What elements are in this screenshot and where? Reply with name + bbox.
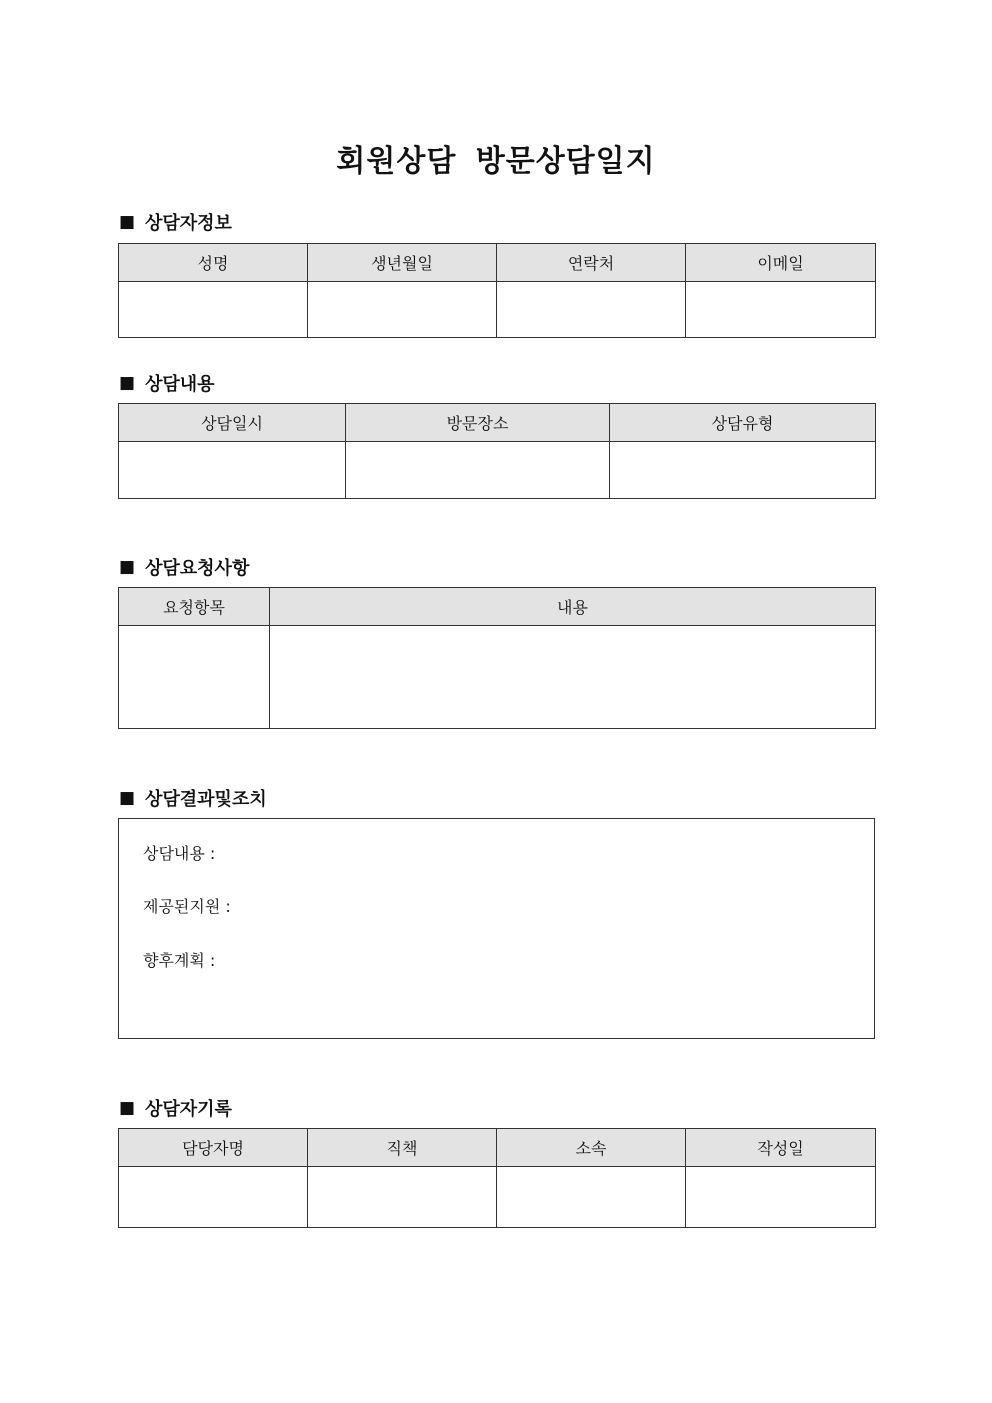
header-birthdate: 생년월일 xyxy=(308,244,497,282)
header-request-item: 요청항목 xyxy=(119,588,270,626)
header-contact: 연락처 xyxy=(497,244,686,282)
result-box[interactable] xyxy=(118,818,875,1039)
datetime-field[interactable] xyxy=(119,442,346,499)
manager-field[interactable] xyxy=(119,1167,308,1228)
page-title: 회원상담 방문상담일지 xyxy=(336,144,656,179)
header-place: 방문장소 xyxy=(346,404,610,442)
square-bullet-icon: ■ xyxy=(119,1098,136,1118)
header-datetime: 상담일시 xyxy=(119,404,346,442)
request-table xyxy=(118,587,876,729)
section-heading-info xyxy=(119,210,232,234)
header-manager: 담당자명 xyxy=(119,1129,308,1167)
result-support-label: 제공된지원 : xyxy=(143,897,231,916)
request-item-field[interactable] xyxy=(119,626,270,729)
written-date-field[interactable] xyxy=(686,1167,876,1228)
square-bullet-icon: ■ xyxy=(119,212,136,232)
section-title: 상담자정보 xyxy=(145,213,232,234)
header-name: 성명 xyxy=(119,244,308,282)
affiliation-field[interactable] xyxy=(497,1167,686,1228)
square-bullet-icon: ■ xyxy=(119,788,136,808)
info-table xyxy=(118,243,876,338)
birthdate-field[interactable] xyxy=(308,282,497,338)
section-title: 상담결과및조치 xyxy=(145,789,267,810)
header-type: 상담유형 xyxy=(610,404,876,442)
square-bullet-icon: ■ xyxy=(119,373,136,393)
position-field[interactable] xyxy=(308,1167,497,1228)
square-bullet-icon: ■ xyxy=(119,557,136,577)
section-heading-result xyxy=(119,786,267,810)
section-title: 상담내용 xyxy=(145,374,215,395)
header-position: 직책 xyxy=(308,1129,497,1167)
section-heading-request xyxy=(119,555,249,579)
section-heading-content xyxy=(119,371,215,395)
header-written-date: 작성일 xyxy=(686,1129,876,1167)
result-consult-label: 상담내용 : xyxy=(143,844,216,863)
header-request-content: 내용 xyxy=(270,588,876,626)
section-heading-record xyxy=(119,1096,232,1120)
record-table xyxy=(118,1128,876,1228)
email-field[interactable] xyxy=(686,282,876,338)
content-table xyxy=(118,403,876,499)
type-field[interactable] xyxy=(610,442,876,499)
section-title: 상담요청사항 xyxy=(145,558,250,579)
header-email: 이메일 xyxy=(686,244,876,282)
result-plan-label: 향후계획 : xyxy=(143,951,216,970)
request-content-field[interactable] xyxy=(270,626,876,729)
contact-field[interactable] xyxy=(497,282,686,338)
section-title: 상담자기록 xyxy=(145,1099,232,1120)
name-field[interactable] xyxy=(119,282,308,338)
place-field[interactable] xyxy=(346,442,610,499)
header-affiliation: 소속 xyxy=(497,1129,686,1167)
